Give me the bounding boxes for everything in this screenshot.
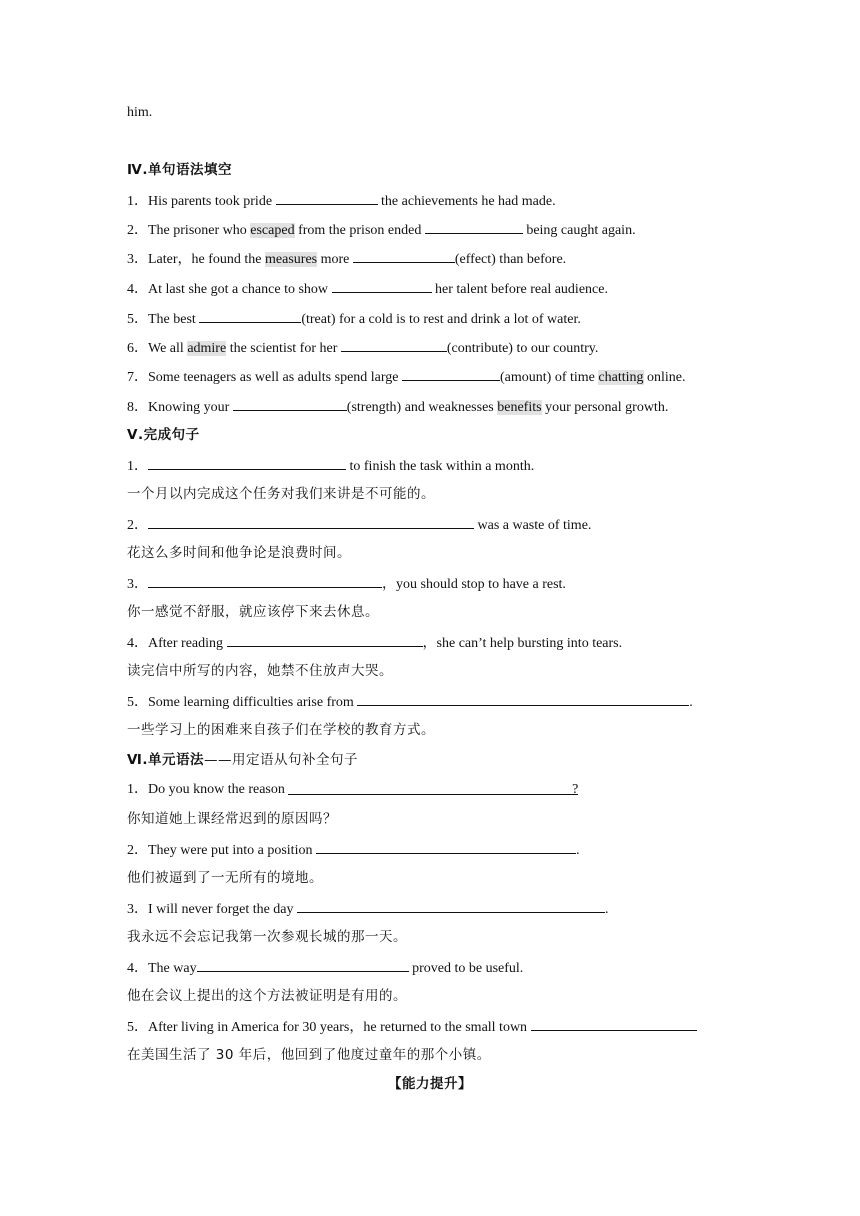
answer-blank[interactable] (332, 278, 432, 293)
answer-blank[interactable] (531, 1016, 697, 1031)
s4-item-2: 2．The prisoner who escaped from the prison ended being caught again. (127, 219, 740, 241)
section4-title: Ⅳ.单句语法填空 (127, 162, 232, 178)
s6-item-3-zh: 我永远不会忘记我第一次参观长城的那一天。 (127, 929, 407, 945)
s4-item-3: 3．Later，he found the measures more (effect) than before. (127, 248, 740, 270)
section6-title: Ⅵ.单元语法——用定语从句补全句子 (127, 752, 358, 768)
s4-item-4: 4．At last she got a chance to show her talent before real audience. (127, 278, 740, 300)
answer-blank[interactable] (357, 691, 689, 706)
s5-item-5-zh: 一些学习上的困难来自孩子们在学校的教育方式。 (127, 722, 435, 738)
s6-item-4-zh: 他在会议上提出的这个方法被证明是有用的。 (127, 988, 407, 1004)
s4-item-7: 7．Some teenagers as well as adults spend large (amount) of time chatting online. (127, 366, 740, 388)
answer-blank[interactable] (199, 308, 301, 323)
s6-item-5-zh: 在美国生活了 30 年后，他回到了他度过童年的那个小镇。 (127, 1047, 491, 1063)
answer-blank[interactable] (276, 190, 378, 205)
answer-blank[interactable] (233, 396, 347, 411)
s6-item-1-zh: 你知道她上课经常迟到的原因吗？ (127, 811, 337, 827)
s6-item-1: 1．Do you know the reason ? (127, 782, 579, 797)
answer-blank[interactable] (197, 957, 409, 972)
answer-blank[interactable] (148, 573, 382, 588)
footer-heading: 【能力提升】 (388, 1076, 472, 1092)
s4-item-5: 5．The best (treat) for a cold is to rest and drink a lot of water. (127, 308, 740, 330)
s4-item-6: 6．We all admire the scientist for her (contribute) to our country. (127, 337, 740, 359)
s5-item-4-zh: 读完信中所写的内容，她禁不住放声大哭。 (127, 663, 393, 679)
s6-item-2: 2．They were put into a position . (127, 839, 740, 861)
s6-item-2-zh: 他们被逼到了一无所有的境地。 (127, 870, 323, 886)
top-fragment: him. (127, 105, 153, 120)
s5-item-5: 5．Some learning difficulties arise from . (127, 691, 740, 713)
s5-item-2-zh: 花这么多时间和他争论是浪费时间。 (127, 545, 351, 561)
s6-item-3: 3．I will never forget the day . (127, 898, 740, 920)
answer-blank[interactable] (148, 455, 346, 470)
s5-item-1-zh: 一个月以内完成这个任务对我们来讲是不可能的。 (127, 486, 435, 502)
answer-blank[interactable]: ? (288, 780, 578, 795)
answer-blank[interactable] (297, 898, 605, 913)
section5-title: Ⅴ.完成句子 (127, 427, 200, 443)
s5-item-2: 2． was a waste of time. (127, 514, 740, 536)
s5-item-1: 1． to finish the task within a month. (127, 455, 740, 477)
answer-blank[interactable] (316, 839, 576, 854)
answer-blank[interactable] (227, 632, 423, 647)
s5-item-3: 3． ，you should stop to have a rest. (127, 573, 740, 595)
answer-blank[interactable] (341, 337, 447, 352)
answer-blank[interactable] (425, 219, 523, 234)
s5-item-3-zh: 你一感觉不舒服，就应该停下来去休息。 (127, 604, 379, 620)
answer-blank[interactable] (402, 366, 500, 381)
s6-item-5: 5．After living in America for 30 years，he returned to the small town (127, 1016, 740, 1038)
s4-item-1: 1．His parents took pride the achievements he had made. (127, 190, 740, 212)
answer-blank[interactable] (148, 514, 474, 529)
s4-item-8: 8．Knowing your (strength) and weaknesses benefits your personal growth. (127, 396, 740, 418)
answer-blank[interactable] (353, 248, 455, 263)
s6-item-4: 4．The way proved to be useful. (127, 957, 740, 979)
s5-item-4: 4．After reading ，she can’t help bursting into tears. (127, 632, 740, 654)
